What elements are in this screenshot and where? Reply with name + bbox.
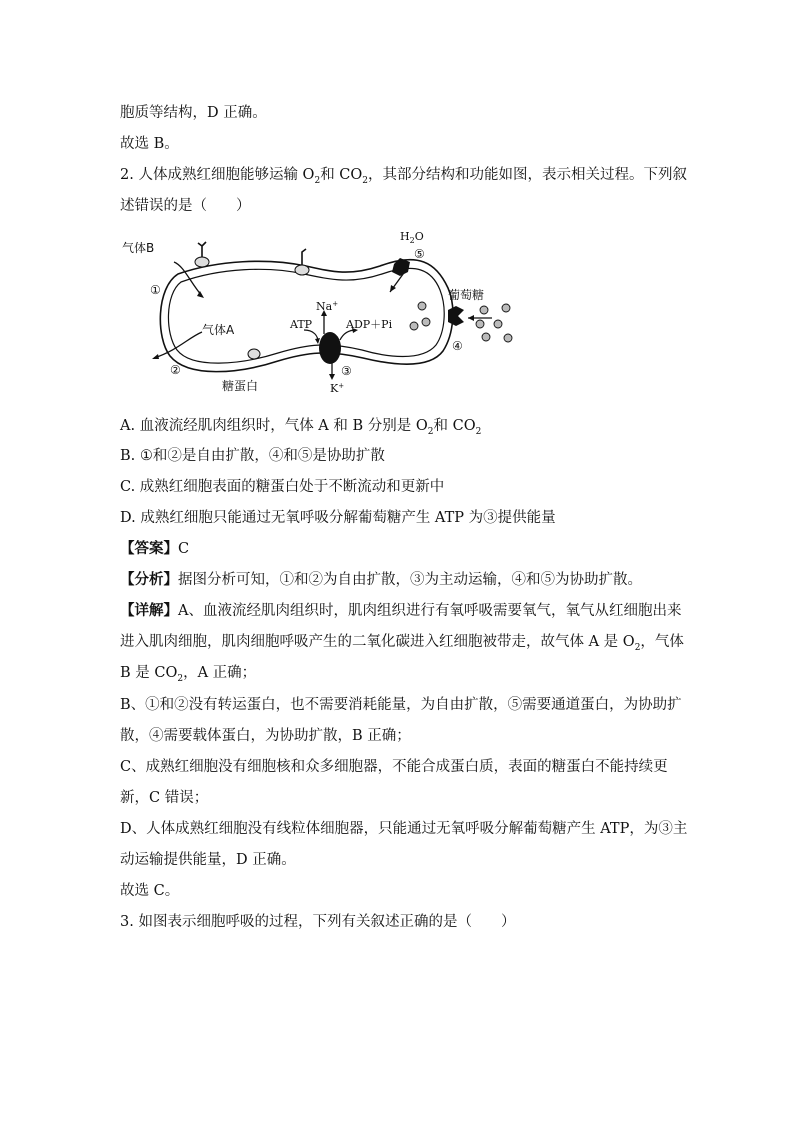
detail-line-3: [120, 663, 256, 683]
text-span: A. 血液流经肌肉组织时，气体 A 和 B 分别是 O: [120, 418, 428, 434]
option-b: B. ①和②是自由扩散，④和⑤是协助扩散: [120, 448, 385, 464]
glycoprotein-bottom: [248, 349, 260, 359]
process-3-label: ③: [341, 364, 352, 378]
adp-pi-label: ADP＋Pi: [346, 318, 393, 331]
text-span: ，气体: [640, 634, 684, 650]
text-span: ，其部分结构和功能如图，表示相关过程。下列叙: [368, 167, 688, 183]
text-span: 2. 人体成熟红细胞能够运输 O: [120, 167, 315, 183]
cell-membrane-inner: [168, 268, 444, 363]
na-label: Na+: [316, 300, 339, 313]
glucose-molecules-outside: [476, 304, 512, 342]
subscript: 2: [362, 175, 369, 186]
analysis-line: [120, 570, 642, 590]
process-5-label: ⑤: [414, 247, 425, 261]
answer-line: [120, 539, 189, 559]
analysis-text: 据图分析可知，①和②为自由扩散，③为主动运输，④和⑤为协助扩散。: [178, 572, 642, 588]
answer-label: 【答案】: [120, 540, 178, 557]
subscript: 2: [177, 673, 184, 684]
glycoprotein-top-middle: [295, 249, 309, 275]
option-c: C. 成熟红细胞表面的糖蛋白处于不断流动和更新中: [120, 479, 445, 495]
q2-stem-line1: [120, 165, 687, 185]
detail-line-2: [120, 632, 684, 652]
atp-label: ATP: [290, 318, 313, 331]
detail-line-9: 动运输提供能量，D 正确。: [120, 852, 296, 868]
text-span: B 是 CO: [120, 665, 178, 681]
detail-line-6: C、成熟红细胞没有细胞核和众多细胞器，不能合成蛋白质，表面的糖蛋白不能持续更: [120, 759, 668, 775]
text-span: ，A 正确；: [183, 665, 257, 681]
detail-line-5: 散，④需要载体蛋白，为协助扩散，B 正确；: [120, 728, 411, 744]
option-a: [120, 416, 481, 436]
gas-b-arrow: [174, 262, 202, 296]
detail-line-8: D、人体成熟红细胞没有线粒体细胞器，只能通过无氧呼吸分解葡萄糖产生 ATP，为③主: [120, 821, 688, 837]
process-1-label: ①: [150, 283, 161, 297]
detail-line-1: [120, 601, 681, 621]
na-k-pump: [319, 332, 341, 364]
subscript: 2: [314, 175, 321, 186]
q3-stem: 3. 如图表示细胞呼吸的过程，下列有关叙述正确的是（ ）: [120, 914, 516, 930]
text-span: 进入肌肉细胞，肌肉细胞呼吸产生的二氧化碳进入红细胞被带走，故气体 A 是 O: [120, 634, 635, 650]
text-span: 和 CO: [320, 167, 363, 183]
text-line: 故选 B。: [120, 136, 179, 152]
cell-membrane-outer: [160, 260, 453, 372]
glycoprotein-top-left: [195, 242, 209, 267]
process-2-label: ②: [170, 363, 181, 377]
h2o-label: $H_2O$: [400, 230, 424, 245]
detail-line-7: 新，C 错误；: [120, 790, 209, 806]
subscript: 2: [475, 426, 482, 437]
answer-value: C: [178, 541, 190, 557]
analysis-label: 【分析】: [120, 571, 178, 588]
detail-line-4: B、①和②没有转运蛋白，也不需要消耗能量，为自由扩散，⑤需要通道蛋白，为协助扩: [120, 697, 682, 713]
gas-b-label: 气体B: [122, 241, 155, 255]
process-4-label: ④: [452, 339, 463, 353]
rbc-membrane-figure: [118, 226, 538, 398]
gas-a-label: 气体A: [202, 323, 235, 337]
q2-stem-line2: 述错误的是（ ）: [120, 198, 251, 214]
detail-label: 【详解】: [120, 602, 178, 619]
glucose-carrier-protein: [448, 306, 464, 326]
option-d: D. 成熟红细胞只能通过无氧呼吸分解葡萄糖产生 ATP 为③提供能量: [120, 510, 556, 526]
glucose-molecules-inside: [410, 302, 430, 330]
text-span: 和 CO: [433, 418, 476, 434]
subscript: 2: [427, 426, 434, 437]
k-label: K+: [330, 382, 345, 395]
text-span: A、血液流经肌肉组织时，肌肉组织进行有氧呼吸需要氧气，氧气从红细胞出来: [178, 603, 682, 619]
glycoprotein-label: 糖蛋白: [222, 379, 259, 393]
glucose-label: 葡萄糖: [448, 288, 485, 302]
conclusion-line: 故选 C。: [120, 883, 180, 899]
water-channel-protein: [392, 258, 410, 276]
subscript: 2: [634, 642, 641, 653]
text-line: 胞质等结构，D 正确。: [120, 105, 267, 121]
